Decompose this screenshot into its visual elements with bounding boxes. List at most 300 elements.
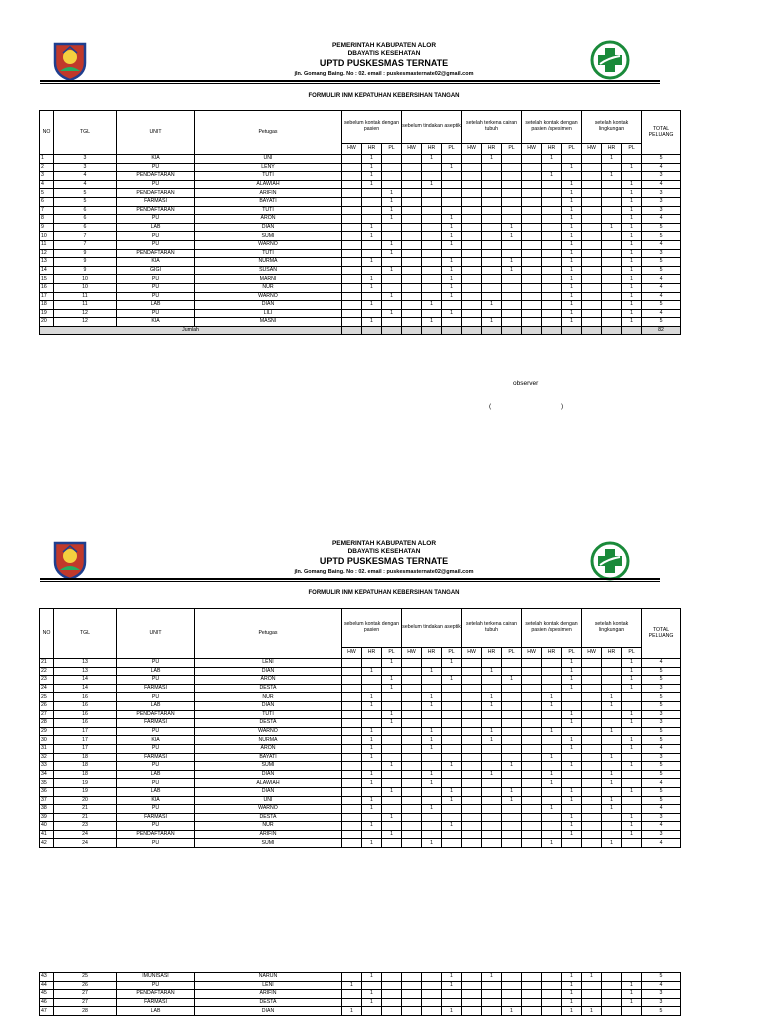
cell-mark: 1: [562, 981, 582, 990]
cell-mark: [342, 283, 362, 292]
cell-mark: [402, 727, 422, 736]
cell-mark: 1: [602, 693, 622, 702]
hand-hygiene-table-page-1: [39, 110, 681, 335]
cell-mark: 1: [622, 206, 642, 215]
cell-mark: 1: [562, 215, 582, 224]
header-group-1: sebelum kontak dengan pasien: [342, 111, 402, 144]
cell-petugas: SUMI: [195, 762, 342, 771]
cell-mark: [622, 1007, 642, 1016]
cell-mark: [442, 180, 462, 189]
table-row: [40, 1007, 681, 1016]
cell-mark: [582, 659, 602, 668]
cell-mark: 1: [422, 736, 442, 745]
cell-total: 4: [642, 215, 681, 224]
cell-mark: [622, 693, 642, 702]
cell-mark: [562, 701, 582, 710]
cell-mark: [502, 753, 522, 762]
cell-mark: [402, 266, 422, 275]
cell-tgl: 7: [54, 240, 117, 249]
cell-mark: [502, 813, 522, 822]
cell-mark: 1: [622, 309, 642, 318]
cell-mark: [422, 266, 442, 275]
table-body-page-1: [40, 155, 681, 327]
cell-unit: KIA: [117, 258, 195, 267]
cell-total: 5: [642, 266, 681, 275]
observer-label: observer: [513, 380, 539, 387]
cell-total: 3: [642, 719, 681, 728]
cell-mark: [402, 206, 422, 215]
cell-unit: PU: [117, 163, 195, 172]
cell-mark: [442, 155, 462, 164]
cell-petugas: UNI: [195, 155, 342, 164]
header-tgl: TGL: [54, 609, 117, 659]
cell-total: 3: [642, 813, 681, 822]
sub-hr: HR: [362, 648, 382, 659]
cell-mark: 1: [562, 240, 582, 249]
cell-mark: 1: [542, 770, 562, 779]
form-title: FORMULIR INM KEPATUHAN KEBERSIHAN TANGAN: [308, 590, 460, 596]
cell-mark: 1: [562, 684, 582, 693]
cell-mark: 1: [542, 839, 562, 848]
cell-mark: [422, 309, 442, 318]
cell-mark: [502, 189, 522, 198]
cell-mark: [422, 830, 442, 839]
cell-mark: [402, 744, 422, 753]
cell-mark: [362, 266, 382, 275]
cell-mark: 1: [442, 283, 462, 292]
cell-mark: [482, 309, 502, 318]
cell-mark: 1: [602, 172, 622, 181]
cell-mark: [462, 787, 482, 796]
header-group-2: sebelum tindakan aseptik: [402, 609, 462, 648]
cell-unit: PENDAFTARAN: [117, 830, 195, 839]
cell-mark: [522, 197, 542, 206]
cell-mark: [382, 727, 402, 736]
cell-mark: [342, 180, 362, 189]
table-row: [40, 762, 681, 771]
table-row: [40, 693, 681, 702]
cell-mark: [382, 232, 402, 241]
cell-mark: 1: [422, 727, 442, 736]
cell-petugas: MARNI: [195, 275, 342, 284]
cell-tgl: 10: [54, 275, 117, 284]
sub-pl: PL: [502, 144, 522, 155]
cell-mark: [442, 693, 462, 702]
cell-mark: 1: [562, 973, 582, 982]
cell-no: 24: [40, 684, 54, 693]
cell-mark: [342, 206, 362, 215]
cell-mark: [462, 693, 482, 702]
cell-mark: [462, 172, 482, 181]
cell-mark: [622, 770, 642, 779]
cell-mark: [542, 822, 562, 831]
cell-mark: [542, 197, 562, 206]
cell-mark: [502, 180, 522, 189]
cell-mark: 1: [562, 223, 582, 232]
sub-pl: PL: [562, 648, 582, 659]
cell-total: 3: [642, 998, 681, 1007]
cell-mark: 1: [562, 659, 582, 668]
sub-hw: HW: [342, 144, 362, 155]
jumlah-label: Jumlah: [40, 326, 342, 334]
cell-mark: [402, 736, 422, 745]
cell-mark: [402, 796, 422, 805]
cell-total: 3: [642, 710, 681, 719]
cell-mark: [542, 736, 562, 745]
header-total: TOTAL PELUANG: [642, 111, 681, 155]
cell-mark: [502, 736, 522, 745]
cell-no: 2: [40, 163, 54, 172]
observer-paren-close: ): [561, 403, 564, 410]
cell-mark: [462, 701, 482, 710]
cell-total: 5: [642, 727, 681, 736]
cell-tgl: 24: [54, 839, 117, 848]
cell-mark: 1: [622, 275, 642, 284]
cell-mark: [402, 659, 422, 668]
cell-mark: [502, 684, 522, 693]
cell-mark: 1: [502, 787, 522, 796]
cell-mark: [342, 197, 362, 206]
cell-mark: [582, 830, 602, 839]
cell-mark: [562, 779, 582, 788]
cell-mark: [402, 292, 422, 301]
cell-mark: 1: [442, 981, 462, 990]
cell-mark: [342, 736, 362, 745]
cell-mark: [422, 719, 442, 728]
cell-unit: PU: [117, 283, 195, 292]
cell-mark: 1: [422, 180, 442, 189]
cell-tgl: 12: [54, 309, 117, 318]
cell-no: 25: [40, 693, 54, 702]
cell-mark: 1: [422, 693, 442, 702]
cell-mark: [622, 779, 642, 788]
cell-mark: [462, 822, 482, 831]
cell-mark: 1: [562, 667, 582, 676]
cell-mark: [522, 736, 542, 745]
cell-mark: [382, 744, 402, 753]
cell-mark: 1: [602, 701, 622, 710]
cell-mark: [502, 249, 522, 258]
cell-unit: FARMASI: [117, 998, 195, 1007]
cell-total: 5: [642, 1007, 681, 1016]
cell-mark: [342, 744, 362, 753]
cell-mark: [502, 667, 522, 676]
cell-mark: [402, 309, 422, 318]
cell-no: 47: [40, 1007, 54, 1016]
cell-mark: [462, 659, 482, 668]
cell-mark: [602, 206, 622, 215]
cell-mark: [522, 283, 542, 292]
cell-mark: 1: [562, 830, 582, 839]
cell-mark: 1: [562, 318, 582, 327]
cell-total: 3: [642, 990, 681, 999]
cell-mark: 1: [562, 309, 582, 318]
cell-tgl: 14: [54, 676, 117, 685]
cell-mark: [342, 232, 362, 241]
cell-total: 3: [642, 206, 681, 215]
cell-unit: PU: [117, 215, 195, 224]
cell-mark: [582, 266, 602, 275]
header-rule-thin: [40, 581, 660, 582]
cell-mark: [562, 172, 582, 181]
cell-mark: [462, 215, 482, 224]
cell-mark: [602, 822, 622, 831]
cell-mark: 1: [482, 693, 502, 702]
puskesmas-cross-icon: [588, 40, 632, 80]
cell-mark: [602, 998, 622, 1007]
cell-mark: [602, 189, 622, 198]
cell-mark: [402, 693, 422, 702]
cell-mark: [482, 805, 502, 814]
cell-mark: [522, 155, 542, 164]
cell-mark: [462, 283, 482, 292]
cell-mark: [362, 240, 382, 249]
cell-tgl: 18: [54, 753, 117, 762]
cell-mark: [402, 830, 422, 839]
cell-mark: [342, 275, 362, 284]
cell-total: 3: [642, 753, 681, 762]
cell-mark: [442, 701, 462, 710]
sub-hw: HW: [582, 648, 602, 659]
cell-petugas: TUTI: [195, 206, 342, 215]
cell-total: 4: [642, 309, 681, 318]
cell-petugas: TUTI: [195, 172, 342, 181]
cell-mark: [442, 249, 462, 258]
cell-unit: PENDAFTARAN: [117, 172, 195, 181]
cell-mark: 1: [562, 232, 582, 241]
cell-mark: 1: [362, 973, 382, 982]
cell-mark: [342, 822, 362, 831]
cell-mark: 1: [622, 283, 642, 292]
cell-unit: FARMASI: [117, 753, 195, 762]
table-row: [40, 676, 681, 685]
cell-mark: [522, 206, 542, 215]
cell-mark: [582, 701, 602, 710]
cell-mark: [342, 710, 362, 719]
cell-tgl: 27: [54, 990, 117, 999]
cell-mark: [442, 719, 462, 728]
cell-mark: [582, 667, 602, 676]
cell-mark: 1: [562, 744, 582, 753]
cell-mark: [422, 981, 442, 990]
cell-no: 40: [40, 822, 54, 831]
cell-mark: [522, 266, 542, 275]
cell-mark: [522, 684, 542, 693]
cell-mark: [362, 1007, 382, 1016]
cell-mark: [502, 309, 522, 318]
cell-mark: [342, 839, 362, 848]
cell-mark: [382, 318, 402, 327]
sub-hr: HR: [602, 144, 622, 155]
cell-mark: [542, 719, 562, 728]
cell-mark: [342, 292, 362, 301]
cell-mark: [502, 301, 522, 310]
cell-mark: [422, 684, 442, 693]
cell-unit: PU: [117, 659, 195, 668]
cell-mark: [462, 206, 482, 215]
cell-mark: [602, 301, 622, 310]
sub-hr: HR: [482, 144, 502, 155]
cell-mark: [522, 292, 542, 301]
cell-mark: 1: [362, 744, 382, 753]
cell-mark: [342, 301, 362, 310]
cell-mark: [582, 163, 602, 172]
cell-mark: 1: [542, 701, 562, 710]
cell-mark: [382, 822, 402, 831]
cell-unit: PU: [117, 232, 195, 241]
cell-tgl: 16: [54, 710, 117, 719]
cell-mark: [542, 206, 562, 215]
cell-mark: [502, 973, 522, 982]
cell-mark: [442, 839, 462, 848]
cell-mark: [342, 787, 362, 796]
cell-mark: [522, 172, 542, 181]
cell-mark: 1: [562, 796, 582, 805]
cell-total: 4: [642, 981, 681, 990]
cell-no: 7: [40, 206, 54, 215]
cell-mark: [462, 266, 482, 275]
cell-mark: [622, 727, 642, 736]
cell-mark: [402, 172, 422, 181]
cell-petugas: MASNI: [195, 318, 342, 327]
cell-mark: 1: [362, 701, 382, 710]
cell-mark: [402, 839, 422, 848]
cell-petugas: ALAWIAH: [195, 779, 342, 788]
cell-mark: [522, 275, 542, 284]
cell-total: 4: [642, 283, 681, 292]
cell-petugas: TUTI: [195, 710, 342, 719]
cell-mark: 1: [362, 283, 382, 292]
cell-mark: [482, 197, 502, 206]
cell-mark: [462, 223, 482, 232]
cell-no: 5: [40, 189, 54, 198]
cell-mark: [602, 736, 622, 745]
cell-mark: [602, 762, 622, 771]
table-row: [40, 990, 681, 999]
cell-petugas: ARON: [195, 676, 342, 685]
cell-mark: [582, 779, 602, 788]
cell-mark: [342, 223, 362, 232]
cell-mark: 1: [382, 710, 402, 719]
cell-mark: 1: [362, 318, 382, 327]
table-row: [40, 206, 681, 215]
cell-tgl: 7: [54, 232, 117, 241]
cell-unit: PENDAFTARAN: [117, 249, 195, 258]
cell-mark: [402, 180, 422, 189]
cell-mark: [342, 667, 362, 676]
cell-mark: [622, 973, 642, 982]
cell-mark: [402, 1007, 422, 1016]
cell-petugas: NARUN: [195, 973, 342, 982]
cell-mark: [342, 796, 362, 805]
cell-mark: [542, 973, 562, 982]
cell-mark: [422, 292, 442, 301]
cell-mark: 1: [482, 770, 502, 779]
cell-tgl: 9: [54, 266, 117, 275]
cell-tgl: 6: [54, 206, 117, 215]
cell-mark: [602, 232, 622, 241]
cell-total: 5: [642, 232, 681, 241]
cell-mark: [502, 981, 522, 990]
cell-mark: [582, 684, 602, 693]
cell-no: 29: [40, 727, 54, 736]
cell-mark: 1: [542, 727, 562, 736]
cell-mark: [562, 693, 582, 702]
table-row: [40, 266, 681, 275]
header-petugas: Petugas: [195, 609, 342, 659]
cell-mark: 1: [562, 249, 582, 258]
cell-mark: [522, 701, 542, 710]
table-row: [40, 301, 681, 310]
cell-mark: 1: [442, 163, 462, 172]
cell-mark: [342, 727, 362, 736]
cell-mark: [602, 813, 622, 822]
cell-total: 5: [642, 701, 681, 710]
cell-unit: LAB: [117, 301, 195, 310]
cell-mark: 1: [362, 301, 382, 310]
cell-mark: 1: [562, 258, 582, 267]
cell-mark: [402, 770, 422, 779]
cell-mark: [582, 172, 602, 181]
cell-petugas: SUMI: [195, 839, 342, 848]
cell-mark: [482, 779, 502, 788]
cell-mark: 1: [542, 693, 562, 702]
cell-mark: [582, 301, 602, 310]
cell-mark: [502, 197, 522, 206]
cell-mark: [382, 736, 402, 745]
cell-mark: [502, 292, 522, 301]
cell-mark: [502, 659, 522, 668]
cell-mark: 1: [362, 727, 382, 736]
table-row: [40, 744, 681, 753]
cell-mark: 1: [602, 753, 622, 762]
cell-petugas: TUTI: [195, 249, 342, 258]
cell-mark: [542, 232, 562, 241]
cell-mark: [462, 719, 482, 728]
cell-mark: [542, 659, 562, 668]
cell-total: 3: [642, 249, 681, 258]
cell-petugas: NUR: [195, 693, 342, 702]
cell-mark: [482, 215, 502, 224]
cell-petugas: DIAN: [195, 787, 342, 796]
cell-mark: [422, 283, 442, 292]
cell-tgl: 10: [54, 283, 117, 292]
cell-mark: [462, 240, 482, 249]
cell-mark: [582, 796, 602, 805]
cell-mark: [542, 318, 562, 327]
cell-mark: [582, 822, 602, 831]
table-row: [40, 309, 681, 318]
sub-pl: PL: [622, 648, 642, 659]
cell-total: 4: [642, 744, 681, 753]
cell-mark: 1: [502, 796, 522, 805]
cell-no: 12: [40, 249, 54, 258]
cell-mark: [602, 215, 622, 224]
cell-mark: [582, 206, 602, 215]
cell-mark: 1: [502, 1007, 522, 1016]
cell-mark: [522, 770, 542, 779]
cell-mark: 1: [622, 830, 642, 839]
cell-mark: [342, 676, 362, 685]
table-row: [40, 813, 681, 822]
cell-mark: [582, 197, 602, 206]
cell-mark: [602, 249, 622, 258]
cell-mark: [542, 258, 562, 267]
table-row: [40, 232, 681, 241]
sub-hw: HW: [582, 144, 602, 155]
cell-mark: 1: [622, 744, 642, 753]
cell-no: 11: [40, 240, 54, 249]
